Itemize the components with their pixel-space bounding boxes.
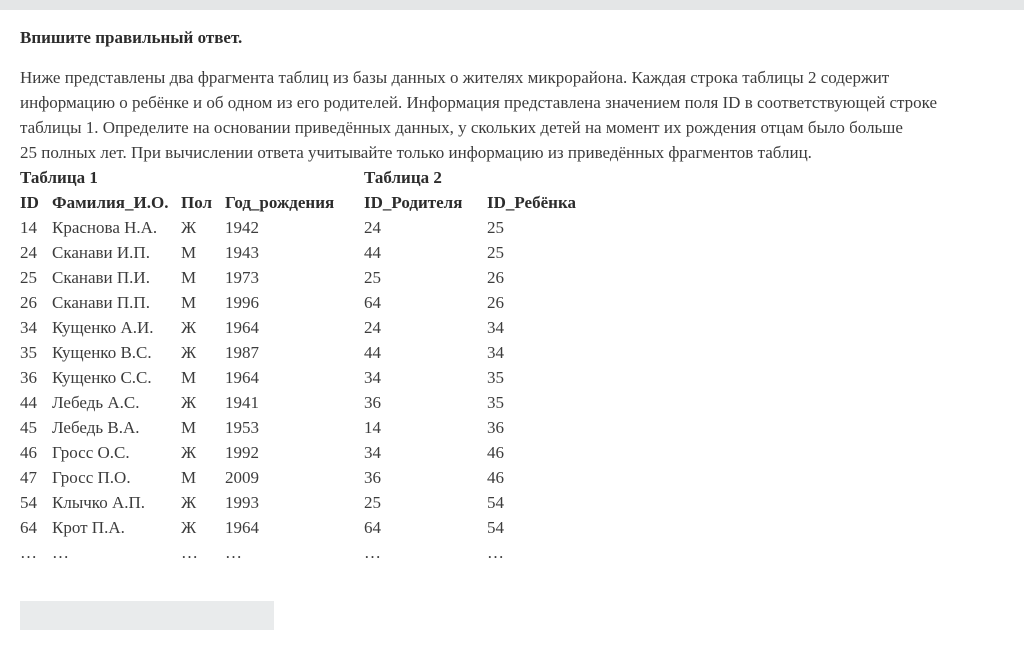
- cell-child-id: 54: [487, 517, 504, 537]
- cell-sex: Ж: [181, 217, 197, 237]
- cell-birth-year: 1964: [225, 517, 259, 537]
- cell-name: Лебедь В.А.: [52, 417, 140, 437]
- cell-sex: …: [181, 542, 198, 562]
- cell-child-id: 54: [487, 492, 504, 512]
- description-line: таблицы 1. Определите на основании приведённых данных, у скольких детей на момент их рождения отцам было больше: [20, 118, 903, 137]
- task-instruction: Впишите правильный ответ.: [20, 28, 243, 47]
- cell-sex: М: [181, 242, 197, 262]
- cell-name: Гросс П.О.: [52, 467, 131, 487]
- table-1-header-row: [20, 190, 355, 215]
- cell-parent-id: 36: [364, 467, 381, 487]
- cell-parent-id: 64: [364, 292, 381, 312]
- answer-input[interactable]: [20, 601, 274, 630]
- cell-id: 35: [20, 342, 37, 362]
- table-row: [20, 240, 355, 265]
- table-row: [20, 315, 355, 340]
- task-description: [20, 65, 1000, 165]
- table-row: [20, 415, 355, 440]
- table-row: [364, 440, 587, 465]
- description-line: 25 полных лет. При вычислении ответа учитывайте только информацию из приведённых фрагментов таблиц.: [20, 143, 812, 162]
- cell-parent-id: 24: [364, 317, 381, 337]
- cell-sex: Ж: [181, 442, 197, 462]
- table-row: [20, 290, 355, 315]
- cell-name: Гросс О.С.: [52, 442, 130, 462]
- table-row: [364, 415, 587, 440]
- table-row: [20, 540, 355, 565]
- cell-id: 14: [20, 217, 37, 237]
- table-2-body: [364, 215, 587, 565]
- cell-name: Сканави И.П.: [52, 242, 150, 262]
- table-1-caption: Таблица 1: [20, 167, 98, 187]
- cell-birth-year: …: [225, 542, 242, 562]
- table-row: [20, 390, 355, 415]
- cell-sex: Ж: [181, 492, 197, 512]
- cell-parent-id: 36: [364, 392, 381, 412]
- table-row: [364, 490, 587, 515]
- cell-id: 64: [20, 517, 37, 537]
- table-row: [20, 440, 355, 465]
- column-header-parent-id: ID_Родителя: [364, 192, 463, 212]
- cell-child-id: 46: [487, 442, 504, 462]
- table-row: [364, 265, 587, 290]
- table-row: [364, 290, 587, 315]
- table-2: [364, 165, 587, 565]
- cell-sex: М: [181, 417, 197, 437]
- table-row: [20, 215, 355, 240]
- cell-name: Кущенко А.И.: [52, 317, 154, 337]
- cell-id: 44: [20, 392, 37, 412]
- cell-parent-id: 24: [364, 217, 381, 237]
- column-header-birth-year: Год_рождения: [225, 192, 335, 212]
- cell-name: Клычко А.П.: [52, 492, 145, 512]
- cell-birth-year: 1987: [225, 342, 259, 362]
- table-2-header-row: [364, 190, 587, 215]
- cell-id: 25: [20, 267, 37, 287]
- cell-name: Сканави П.И.: [52, 267, 150, 287]
- cell-child-id: 36: [487, 417, 504, 437]
- cell-name: Краснова Н.А.: [52, 217, 158, 237]
- table-2-caption: Таблица 2: [364, 167, 442, 187]
- table-1: [20, 165, 355, 565]
- cell-child-id: …: [487, 542, 504, 562]
- cell-name: Кущенко С.С.: [52, 367, 152, 387]
- cell-birth-year: 1964: [225, 317, 259, 337]
- table-row: [364, 315, 587, 340]
- cell-name: Сканави П.П.: [52, 292, 150, 312]
- cell-child-id: 34: [487, 317, 504, 337]
- column-header-sex: Пол: [181, 192, 213, 212]
- table-row: [20, 340, 355, 365]
- table-row: [364, 465, 587, 490]
- cell-id: 34: [20, 317, 37, 337]
- column-header-name: Фамилия_И.О.: [52, 192, 169, 212]
- cell-parent-id: 34: [364, 367, 381, 387]
- cell-child-id: 46: [487, 467, 504, 487]
- cell-parent-id: 34: [364, 442, 381, 462]
- cell-sex: М: [181, 292, 197, 312]
- cell-id: 54: [20, 492, 37, 512]
- cell-id: 36: [20, 367, 37, 387]
- cell-id: 26: [20, 292, 37, 312]
- table-row: [364, 515, 587, 540]
- table-row: [20, 515, 355, 540]
- cell-id: …: [20, 542, 37, 562]
- cell-child-id: 25: [487, 242, 504, 262]
- table-row: [364, 540, 587, 565]
- cell-birth-year: 2009: [225, 467, 259, 487]
- cell-child-id: 26: [487, 292, 504, 312]
- cell-sex: Ж: [181, 342, 197, 362]
- cell-parent-id: …: [364, 542, 381, 562]
- table-1-body: [20, 215, 355, 565]
- cell-parent-id: 14: [364, 417, 381, 437]
- cell-parent-id: 44: [364, 342, 381, 362]
- cell-birth-year: 1943: [225, 242, 259, 262]
- cell-sex: Ж: [181, 392, 197, 412]
- table-row: [20, 490, 355, 515]
- cell-child-id: 35: [487, 392, 504, 412]
- cell-birth-year: 1993: [225, 492, 259, 512]
- cell-id: 47: [20, 467, 37, 487]
- cell-name: Крот П.А.: [52, 517, 125, 537]
- cell-id: 24: [20, 242, 37, 262]
- table-row: [364, 240, 587, 265]
- cell-child-id: 35: [487, 367, 504, 387]
- description-line: Ниже представлены два фрагмента таблиц из базы данных о жителях микрорайона. Каждая строка таблицы 2 содержит: [20, 68, 890, 87]
- cell-sex: Ж: [181, 517, 197, 537]
- cell-name: …: [52, 542, 69, 562]
- cell-name: Лебедь А.С.: [52, 392, 140, 412]
- cell-parent-id: 64: [364, 517, 381, 537]
- cell-parent-id: 44: [364, 242, 381, 262]
- cell-child-id: 34: [487, 342, 504, 362]
- cell-birth-year: 1992: [225, 442, 259, 462]
- cell-birth-year: 1996: [225, 292, 259, 312]
- table-row: [364, 365, 587, 390]
- table-row: [20, 465, 355, 490]
- description-line: информацию о ребёнке и об одном из его родителей. Информация представлена значением поля ID в соответствующей строке: [20, 93, 938, 112]
- cell-birth-year: 1953: [225, 417, 259, 437]
- cell-birth-year: 1973: [225, 267, 259, 287]
- column-header-id: ID: [20, 192, 39, 212]
- cell-sex: М: [181, 467, 197, 487]
- table-row: [364, 215, 587, 240]
- table-row: [20, 265, 355, 290]
- column-header-child-id: ID_Ребёнка: [487, 192, 576, 212]
- cell-birth-year: 1964: [225, 367, 259, 387]
- cell-parent-id: 25: [364, 492, 381, 512]
- cell-birth-year: 1941: [225, 392, 259, 412]
- cell-child-id: 25: [487, 217, 504, 237]
- top-bar: [0, 0, 1024, 10]
- cell-name: Кущенко В.С.: [52, 342, 152, 362]
- cell-sex: М: [181, 267, 197, 287]
- cell-sex: М: [181, 367, 197, 387]
- table-row: [364, 390, 587, 415]
- cell-child-id: 26: [487, 267, 504, 287]
- cell-birth-year: 1942: [225, 217, 259, 237]
- cell-sex: Ж: [181, 317, 197, 337]
- cell-id: 45: [20, 417, 37, 437]
- cell-parent-id: 25: [364, 267, 381, 287]
- table-row: [364, 340, 587, 365]
- cell-id: 46: [20, 442, 37, 462]
- table-row: [20, 365, 355, 390]
